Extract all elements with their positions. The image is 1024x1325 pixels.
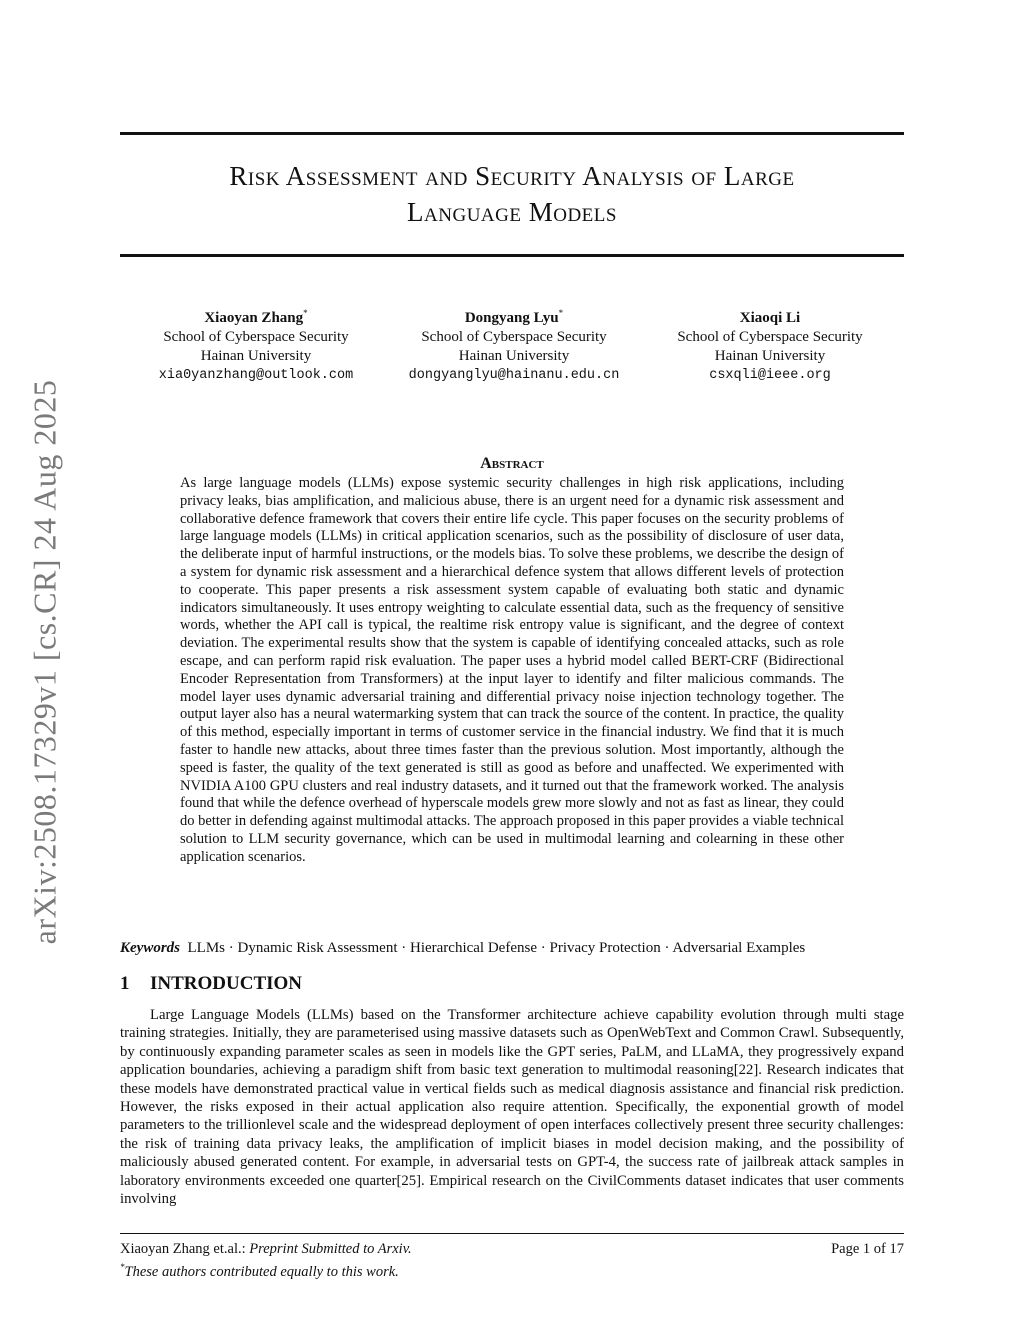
author-name: Xiaoqi Li xyxy=(739,310,801,326)
title-top-rule xyxy=(120,132,904,135)
abstract-body: As large language models (LLMs) expose systemic security challenges in high risk applications, including privacy leaks, bias amplification, and malicious abuse, there is an urgent need for a dynamic risk assessment and collaborative defence framework that covers their entire life cycle. This paper focuses on the security problems of large language models (LLMs) in critical application scenarios, such as the possibility of disclosure of user data, the deliberate input of harmful instructions, or the models bias. To solve these problems, we describe the design of a system for dynamic risk assessment and a hierarchical defence system that allows different levels of protection to cooperate. This paper presents a risk assessment system capable of evaluating both static and dynamic indicators simultaneously. It uses entropy weighting to calculate essential data, such as the frequency of sensitive words, whether the API call is typical, the realtime risk entropy value is significant, and the degree of context deviation. The experimental results show that the system is capable of identifying concealed attacks, such as role escape, and can perform rapid risk evaluation. The paper uses a hybrid model called BERT-CRF (Bidirectional Encoder Representation from Transformers) at the input layer to identify and filter malicious commands. The model layer uses dynamic adversarial training and differential privacy noise injection technology together. The output layer also has a neural watermarking system that can track the source of the content. In practice, the quality of this method, especially important in terms of customer service in the financial industry. We find that it is much faster to handle new attacks, about three times faster than the previous solution. Most importantly, although the speed is faster, the quality of the text generated is still as good as before and unaffected. We experimented with NVIDIA A100 GPU clusters and real industry datasets, and it turned out that the framework worked. The analysis found that while the defence overhead of hyperscale models grew more slowly and not as fast as linear, they could do better in defending against multimodal attacks. The approach proposed in this paper provides a viable technical solution to LLM security governance, which can be used in multimodal learning and colearning in these other application scenarios. xyxy=(180,475,844,865)
author-affiliation: School of Cyberspace Security xyxy=(421,329,607,345)
section-heading xyxy=(120,973,302,995)
footnote-text: These authors contributed equally to this work. xyxy=(124,1263,399,1280)
keywords-text: LLMs · Dynamic Risk Assessment · Hierarchical Defense · Privacy Protection · Adversarial Examples xyxy=(187,940,806,956)
keywords-line xyxy=(120,939,904,958)
title-line-2: Language Models xyxy=(407,197,617,227)
introduction-body: Large Language Models (LLMs) based on the Transformer architecture achieve capability evolution through multi stage training strategies. Initially, they are parameterised using massive datasets such as OpenWebText and Common Crawl. Subsequently, by continuously expanding parameter scales as seen in models like the GPT series, PaLM, and LLaMA, they progressively expand application boundaries, achieving a paradigm shift from basic text generation to multimodal reasoning[22]. Research indicates that these models have demonstrated practical value in vertical fields such as medical diagnosis assistance and financial risk prediction. However, the risks exposed in their actual application also require attention. Specifically, the exponential growth of model parameters to the trillionlevel scale and the widespread deployment of open interfaces collectively present three security challenges: the risk of training data privacy leaks, the amplification of implicit biases in model decision making, and the possibility of maliciously abused generated content. For example, in adversarial tests on GPT-4, the success rate of jailbreak attack samples in laboratory environments exceeded one quarter[25]. Empirical research on the CivilComments dataset indicates that user comments involving xyxy=(120,1007,904,1208)
author-email[interactable]: csxqli@ieee.org xyxy=(709,368,831,383)
paper-title xyxy=(120,158,904,230)
equal-contribution-mark: * xyxy=(303,308,308,318)
author-name-line xyxy=(384,304,644,328)
author-block-3 xyxy=(640,304,900,385)
author-email[interactable]: xia0yanzhang@outlook.com xyxy=(158,368,354,383)
author-affiliation: School of Cyberspace Security xyxy=(677,329,863,345)
author-name-line xyxy=(640,304,900,328)
author-email[interactable]: dongyanglyu@hainanu.edu.cn xyxy=(408,368,620,383)
equal-contribution-mark: * xyxy=(558,308,564,318)
author-name-line xyxy=(126,304,386,328)
author-name: Dongyang Lyu xyxy=(464,310,559,326)
arxiv-side-stamp: arXiv:2508.17329v1 [cs.CR] 24 Aug 2025 xyxy=(26,379,63,945)
author-block-2 xyxy=(384,304,644,385)
author-affiliation: School of Cyberspace Security xyxy=(163,329,349,345)
author-university: Hainan University xyxy=(458,348,570,364)
author-university: Hainan University xyxy=(200,348,312,364)
keywords-label: Keywords xyxy=(120,940,180,956)
footer-citation xyxy=(120,1241,412,1258)
footer-author: Xiaoyan Zhang et.al.: xyxy=(120,1241,246,1257)
page-number: Page 1 of 17 xyxy=(831,1241,904,1257)
footnote-mark: * xyxy=(120,1262,125,1272)
footer-rule xyxy=(120,1233,904,1234)
section-title: INTRODUCTION xyxy=(150,973,303,994)
footnote xyxy=(120,1262,399,1281)
abstract-heading: Abstract xyxy=(480,455,544,472)
section-number: 1 xyxy=(120,973,130,994)
title-bottom-rule xyxy=(120,254,904,257)
author-name: Xiaoyan Zhang xyxy=(204,310,304,326)
title-line-1: Risk Assessment and Security Analysis of Large xyxy=(229,161,795,191)
author-university: Hainan University xyxy=(714,348,826,364)
footer-venue: Preprint Submitted to Arxiv. xyxy=(249,1241,412,1257)
author-block-1 xyxy=(126,304,386,385)
